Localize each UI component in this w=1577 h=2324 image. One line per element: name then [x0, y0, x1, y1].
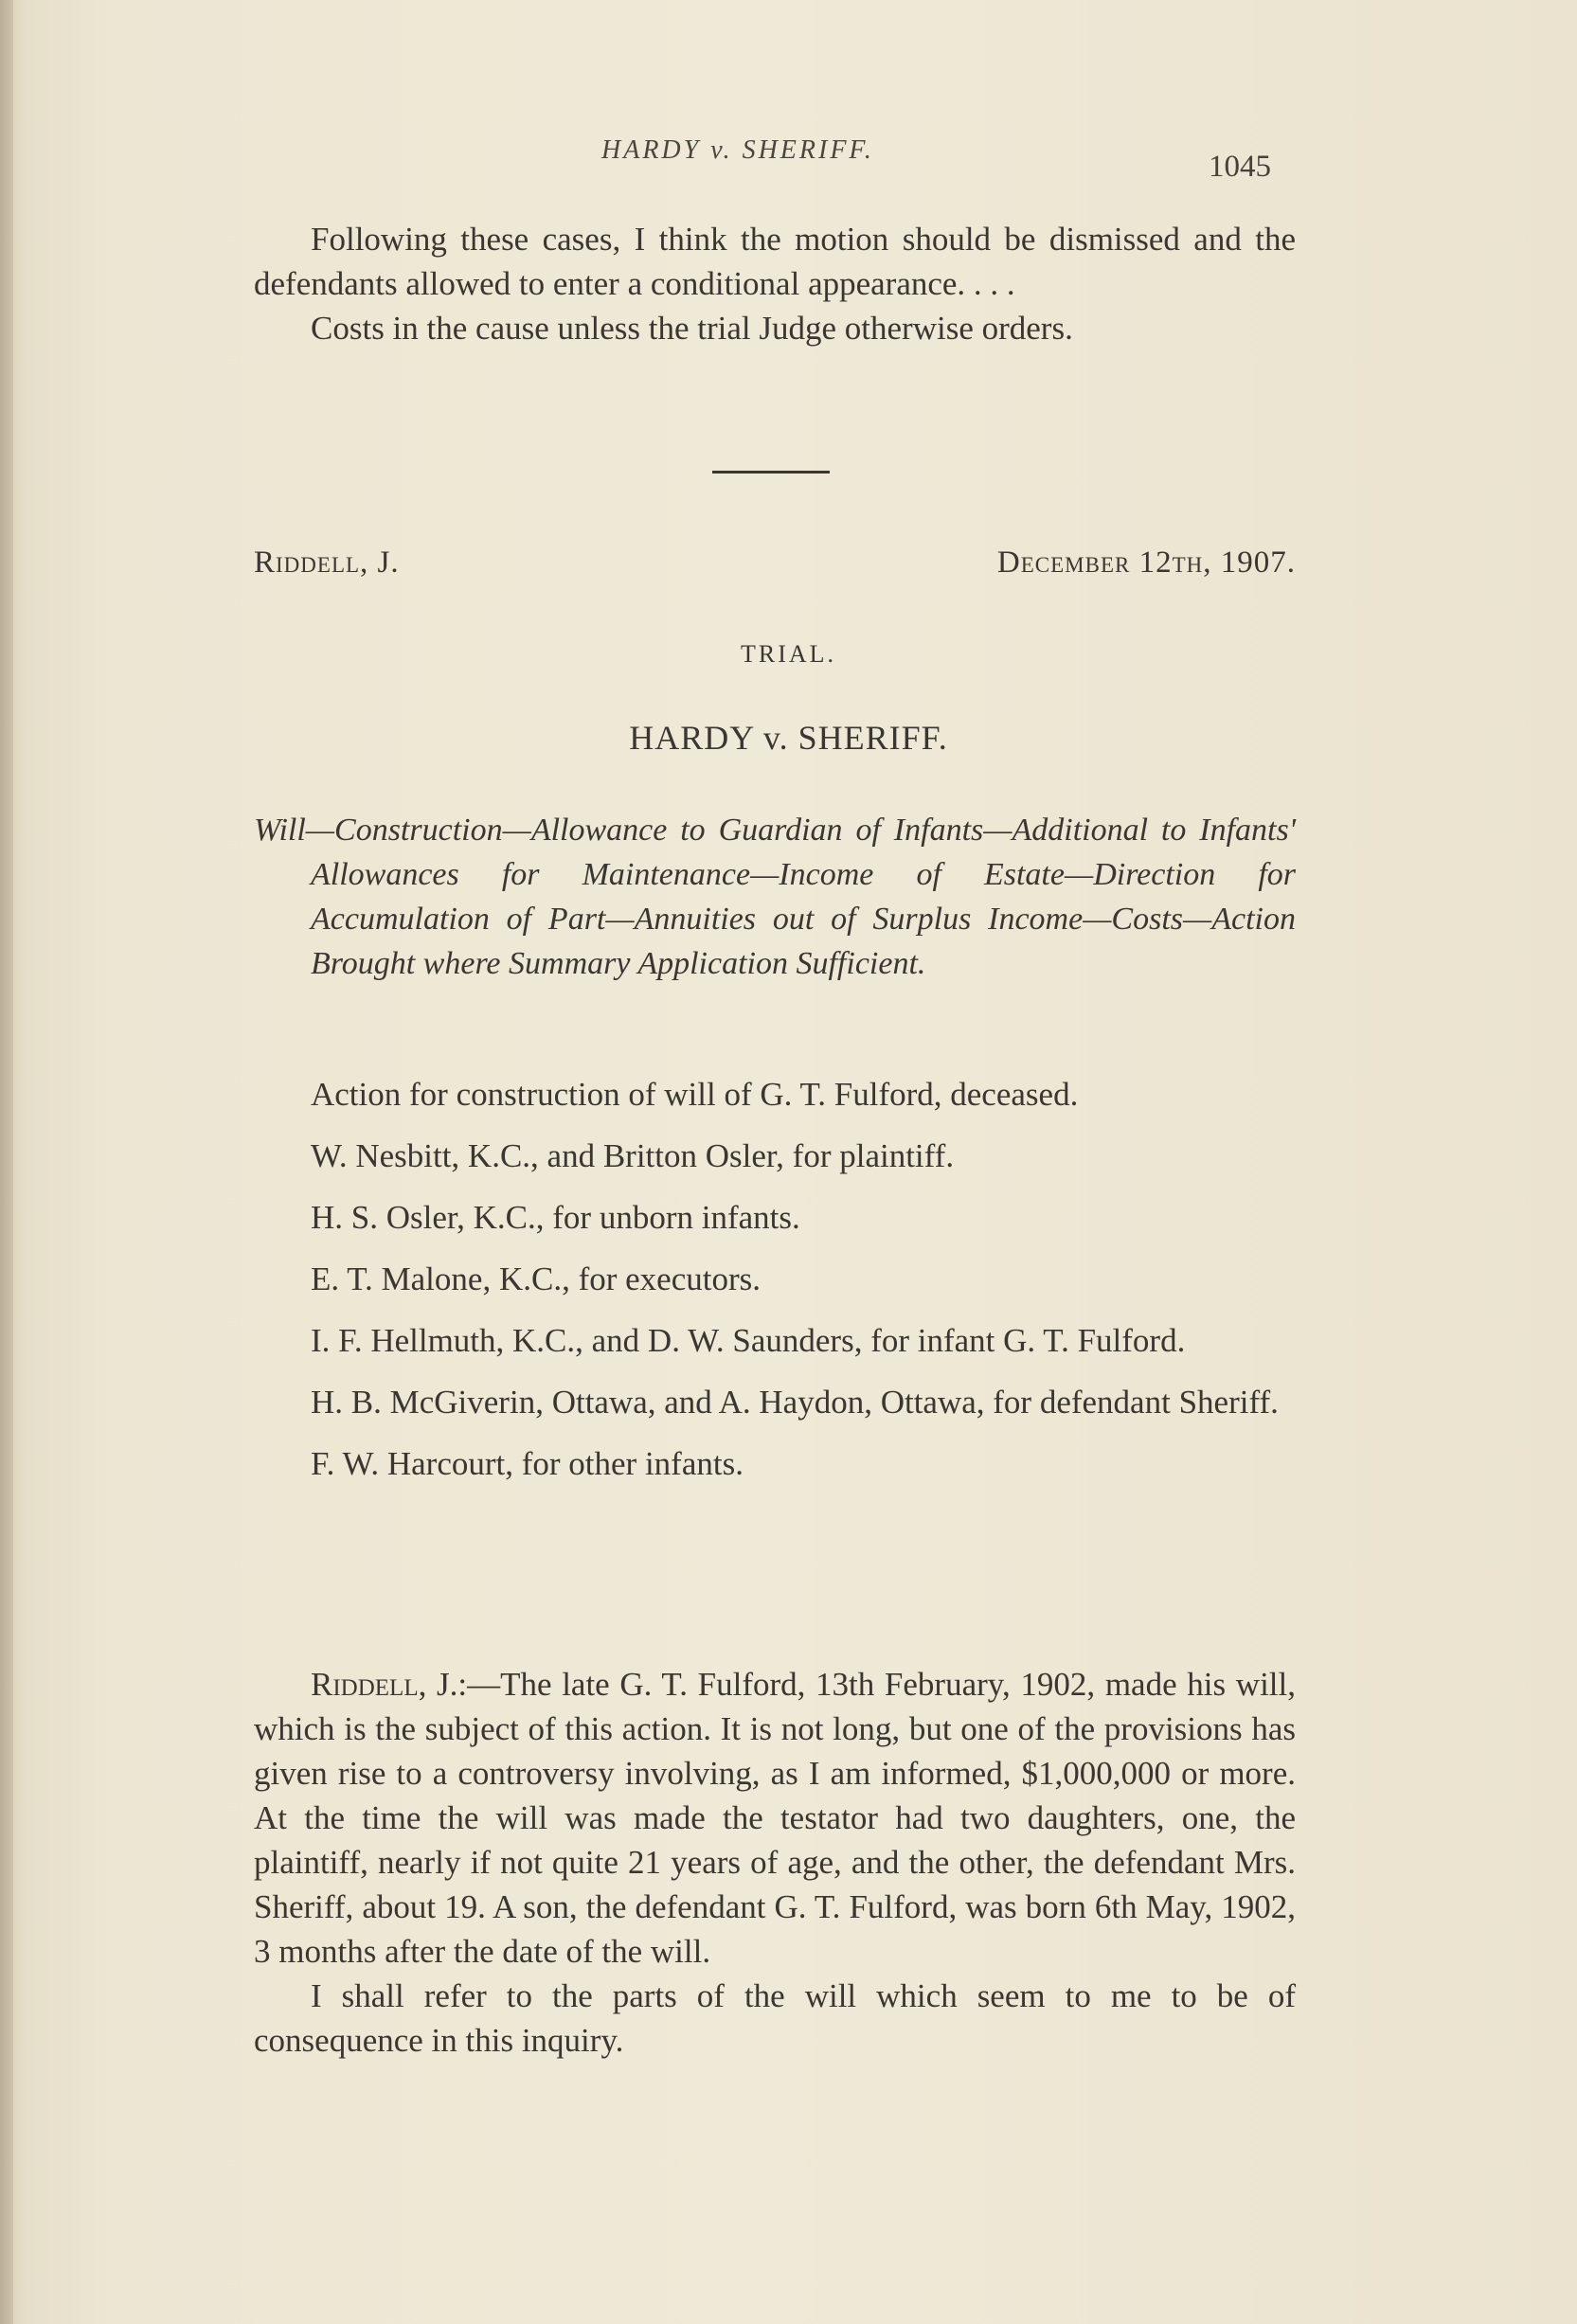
action-description: Action for construction of will of G. T. Fulford, deceased. [311, 1076, 1079, 1113]
preceding-text [254, 217, 1296, 350]
case-judge-date-line [254, 545, 1296, 581]
counsel-line: H. S. Osler, K.C., for unborn infants. [311, 1199, 800, 1236]
case-headnote: Will—Construction—Allowance to Guardian of Infants—Additional to Infants' Allowances for Maintenance—Income of Estate—Direction for Accumulation of Part—Annuities out of Surplus Income—Costs—Action Brought where Summary Application Sufficient. [254, 813, 1296, 981]
judgment-body: :—The late G. T. Fulford, 13th February, 1902, made his will, which is the subject of this action. It is not long, but one of the provisions has given rise to a controversy involving, as I am informed, $1,000,000 or more. At the time the will was made the testator had two daughters, one, the plaintiff, nearly if not quite 21 years of age, and the other, the defendant Mrs. Sheriff, about 19. A son, the defendant G. T. Fulford, was born 6th May, 1902, 3 months after the date of the will. [254, 1666, 1297, 1970]
section-divider [712, 471, 830, 474]
counsel-line: I. F. Hellmuth, K.C., and D. W. Saunders, for infant G. T. Fulford. [311, 1322, 1186, 1359]
judgment-paragraph [254, 1662, 1296, 1974]
page-binding-edge [0, 0, 13, 2324]
counsel-line: E. T. Malone, K.C., for executors. [311, 1260, 761, 1297]
proceeding-label: TRIAL. [740, 640, 837, 668]
case-date: December 12th, 1907. [996, 545, 1296, 580]
counsel-line: F. W. Harcourt, for other infants. [311, 1445, 744, 1482]
counsel-list [254, 1072, 1296, 1503]
case-judge: Riddell, J. [254, 545, 400, 580]
case-title: HARDY v. SHERIFF. [629, 719, 948, 757]
judgment-paragraph-2: I shall refer to the parts of the will which seem to me to be of consequence in this inquiry. [254, 1977, 1296, 2059]
counsel-line: H. B. McGiverin, Ottawa, and A. Haydon, Ottawa, for defendant Sheriff. [311, 1384, 1279, 1421]
counsel-line: W. Nesbitt, K.C., and Britton Osler, for plaintiff. [311, 1137, 955, 1174]
costs-paragraph: Costs in the cause unless the trial Judge otherwise orders. [311, 310, 1073, 347]
judgment-judge: Riddell, J. [311, 1666, 458, 1703]
running-head: HARDY v. SHERIFF. [601, 135, 874, 165]
judgment-text [254, 1662, 1296, 2063]
page-number: 1045 [1209, 150, 1271, 184]
preceding-paragraph: Following these cases, I think the motion should be dismissed and the defendants allowed to enter a conditional appearance. . . . [254, 221, 1296, 302]
